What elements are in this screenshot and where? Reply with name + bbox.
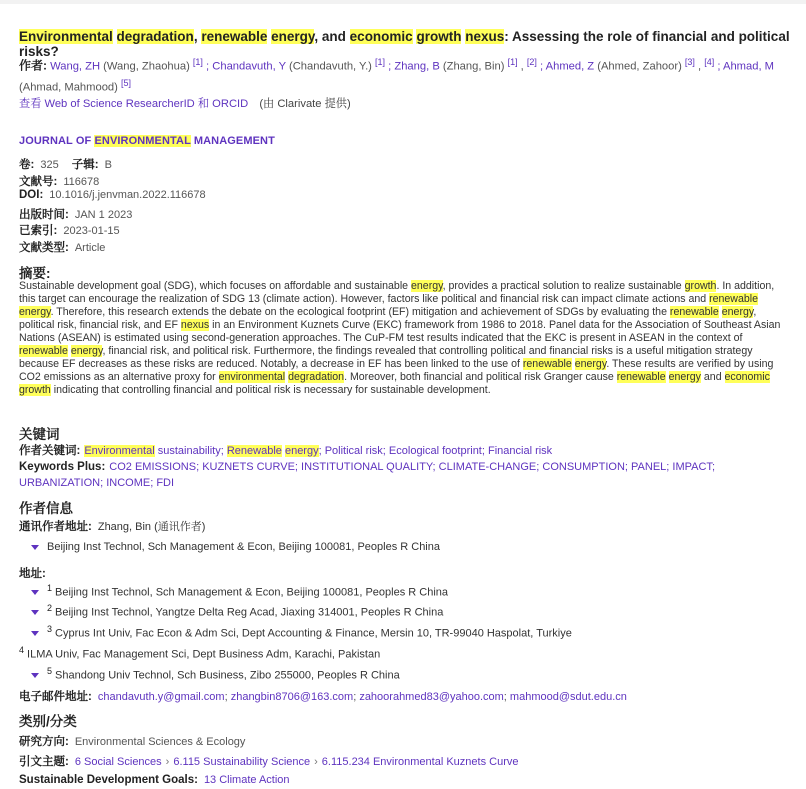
title-highlight: energy: [271, 29, 315, 44]
keyword-part: Environmental: [84, 445, 155, 457]
keyword-separator: ;: [100, 477, 107, 489]
keyword-separator: ;: [382, 445, 389, 457]
researcher-row: [19, 95, 789, 111]
address-heading: [19, 565, 789, 581]
research-area-row: [19, 733, 789, 749]
address-label: 地址:: [19, 568, 46, 580]
abstract-text: , financial risk, and political risk. Furthermore, the findings revealed that controlling political and financial risks is a useful mitigation strategy because EF decreases as these risks are reduced. Notably, a decrease in EF has been linked to the use of: [19, 345, 753, 370]
keyword-plus-link[interactable]: IMPACT: [672, 461, 712, 473]
authors-label: 作者:: [19, 58, 47, 73]
keyword-plus-link[interactable]: INSTITUTIONAL QUALITY: [301, 461, 433, 473]
title-highlight: economic: [349, 29, 413, 44]
title-text: : Assessing the role of financial and political risks?: [19, 29, 790, 59]
address-text: ILMA Univ, Fac Management Sci, Dept Business Adm, Karachi, Pakistan: [27, 648, 381, 661]
keyword-separator: ;: [624, 461, 632, 473]
address-text: Cyprus Int Univ, Fac Econ & Adm Sci, Dept Accounting & Finance, Mersin 10, TR-99040 Haspolat, Turkiye: [55, 627, 572, 640]
abstract-highlight: renewable: [19, 345, 68, 357]
expand-caret-icon[interactable]: [31, 545, 39, 550]
indexed-row: [19, 222, 789, 238]
address-text: Shandong Univ Technol, Sch Business, Zibo 255000, Peoples R China: [55, 669, 400, 682]
abstract-text: [19, 280, 789, 397]
corresponding-role: (通讯作者): [154, 521, 206, 533]
expand-caret-icon[interactable]: [31, 673, 39, 678]
keyword-plus-link[interactable]: FDI: [156, 477, 175, 489]
subvolume-value: B: [104, 159, 112, 171]
abstract-highlight: economic: [724, 371, 770, 383]
keyword-separator: ;: [536, 461, 543, 473]
doc-type-row: [19, 239, 789, 255]
email-label: 电子邮件地址:: [19, 691, 92, 703]
email-link[interactable]: zahoorahmed83@yahoo.com: [359, 691, 504, 703]
keyword-plus-link[interactable]: KUZNETS CURVE: [202, 461, 295, 473]
address-text: Beijing Inst Technol, Sch Management & Econ, Beijing 100081, Peoples R China: [55, 586, 449, 599]
abstract-highlight: growth: [19, 384, 51, 396]
title-text: , and: [314, 29, 350, 44]
keyword-part: Financial risk: [488, 445, 553, 457]
corresponding-row: [19, 518, 789, 534]
keyword-separator: ;: [150, 477, 157, 489]
abstract-text: and: [700, 371, 725, 383]
author-separator: ;: [536, 60, 546, 73]
author-keywords-label: 作者关键词:: [19, 445, 81, 457]
title-highlight: nexus: [465, 29, 505, 44]
journal-highlight: ENVIRONMENTAL: [94, 135, 191, 147]
keywords-plus-label: Keywords Plus:: [19, 461, 106, 473]
keyword-plus-link[interactable]: CLIMATE-CHANGE: [438, 461, 537, 473]
abstract-text: in an Environment Kuznets Curve (EKC) framework from 1986 to 2018. Panel data for the Association of Southeast Asian Nations (ASEAN) is estimated using second-generation approaches. The CuP-FM test results indicated that the EKC is present in ASEAN in the context of: [19, 319, 781, 344]
expand-caret-icon[interactable]: [31, 590, 39, 595]
abstract-highlight: nexus: [180, 319, 210, 331]
author-fullname: (Chandavuth, Y.): [285, 60, 376, 73]
email-separator: ;: [503, 691, 510, 703]
author-keyword-link[interactable]: [488, 445, 552, 457]
ref-separator: ,: [694, 60, 705, 73]
author-keyword-link[interactable]: [84, 445, 220, 457]
address-item[interactable]: [31, 666, 801, 682]
doc-type-value: Article: [74, 242, 106, 254]
doi-label: DOI:: [19, 189, 44, 201]
title-text: ,: [193, 29, 202, 44]
abstract-text: , provides a practical solution to realize sustainable: [442, 280, 685, 292]
abstract-highlight: renewable: [709, 293, 758, 305]
researcher-source: (由 Clarivate 提供): [259, 98, 351, 110]
author-fullname: (Ahmed, Zahoor): [594, 60, 685, 73]
sdg-label: Sustainable Development Goals:: [19, 774, 198, 786]
keyword-plus-link[interactable]: INCOME: [106, 477, 151, 489]
author-link[interactable]: Zhang, B: [394, 60, 440, 73]
keyword-plus-link[interactable]: CONSUMPTION: [542, 461, 625, 473]
keyword-plus-link[interactable]: URBANIZATION: [19, 477, 101, 489]
affiliation-ref-link[interactable]: [1]: [375, 57, 386, 67]
affiliation-ref-link[interactable]: [1]: [192, 57, 203, 67]
abstract-text: . Therefore, this research extends the debate on the ecological footprint (EF) mitigation and achievement of SDGs by evaluating the: [50, 306, 670, 318]
title-highlight: Environmental: [19, 29, 113, 44]
subvolume-label: 子辑:: [71, 159, 99, 171]
abstract-highlight: renewable: [616, 371, 666, 383]
email-link[interactable]: mahmood@sdut.edu.cn: [509, 691, 627, 703]
email-row: [19, 688, 789, 704]
citation-topics-row: [19, 753, 789, 769]
author-info-heading: 作者信息: [19, 501, 73, 516]
researcher-orcid-link[interactable]: 查看 Web of Science ResearcherID 和 ORCID: [19, 98, 249, 110]
title-highlight: growth: [416, 29, 462, 44]
indexed-value: 2023-01-15: [63, 225, 120, 237]
keyword-part: energy: [284, 445, 319, 457]
journal-text: JOURNAL OF: [19, 135, 95, 147]
article-number-row: [19, 173, 789, 189]
keyword-separator: ;: [711, 461, 715, 473]
address-item[interactable]: [19, 645, 789, 661]
keyword-separator: ;: [318, 445, 325, 457]
author-separator: ;: [385, 60, 395, 73]
keyword-separator: ;: [666, 461, 673, 473]
sdg-link[interactable]: 13 Climate Action: [203, 774, 290, 786]
author-link[interactable]: Ahmed, Z: [545, 60, 595, 73]
author-fullname: (Zhang, Bin): [439, 60, 508, 73]
title-highlight: renewable: [201, 29, 268, 44]
title-highlight: degradation: [116, 29, 194, 44]
chevron-right-icon: ›: [314, 756, 318, 768]
address-number: 4: [19, 645, 25, 655]
keyword-separator: ;: [432, 461, 439, 473]
address-number: 1: [47, 583, 53, 593]
abstract-text: , political risk, financial risk, and EF: [19, 306, 757, 331]
corresponding-address-text: Beijing Inst Technol, Sch Management & Econ, Beijing 100081, Peoples R China: [47, 541, 440, 553]
sdg-row: [19, 774, 789, 786]
volume-label: 卷:: [19, 159, 35, 171]
abstract-highlight: environmental: [218, 371, 286, 383]
corresponding-label: 通讯作者地址:: [19, 521, 92, 533]
citation-topic-link[interactable]: 6 Social Sciences: [74, 756, 162, 768]
volume-value: 325: [40, 159, 59, 171]
abstract-text: . In addition, this target can encourage the realization of SDG 13 (climate action). However, factors like political and financial risk can impact climate actions and: [19, 280, 775, 305]
corresponding-name: Zhang, Bin: [97, 521, 152, 533]
affiliation-ref-link[interactable]: [2]: [526, 57, 537, 67]
author-separator: ;: [714, 60, 723, 73]
indexed-label: 已索引:: [19, 225, 58, 237]
abstract-highlight: degradation: [288, 371, 345, 383]
abstract-highlight: energy: [574, 358, 607, 370]
abstract-highlight: energy: [411, 280, 443, 292]
email-separator: ;: [353, 691, 360, 703]
authors-line: [19, 54, 794, 95]
keyword-separator: ;: [481, 445, 488, 457]
address-number: 3: [47, 624, 53, 634]
keyword-separator: ;: [220, 445, 227, 457]
abstract-highlight: energy: [721, 306, 754, 318]
keyword-separator: ;: [196, 461, 203, 473]
email-link[interactable]: zhangbin8706@163.com: [230, 691, 354, 703]
author-fullname: (Wang, Zhaohua): [100, 60, 193, 73]
abstract-text: Sustainable development goal (SDG), which focuses on affordable and sustainable: [19, 280, 412, 292]
chevron-right-icon: ›: [165, 756, 170, 768]
corresponding-address[interactable]: [31, 541, 801, 553]
keyword-part: Renewable: [226, 445, 282, 457]
keyword-part: sustainability: [154, 445, 221, 457]
published-value: JAN 1 2023: [74, 209, 133, 221]
abstract-heading: 摘要:: [19, 266, 51, 281]
research-area-value: Environmental Sciences & Ecology: [74, 736, 246, 748]
keywords-heading: 关键词: [19, 427, 60, 442]
affiliation-ref-link[interactable]: [5]: [120, 77, 131, 88]
top-divider: [0, 0, 806, 4]
author-link[interactable]: Chandavuth, Y: [212, 60, 286, 73]
author-keyword-link[interactable]: [325, 445, 383, 457]
address-item[interactable]: [31, 624, 801, 640]
article-number-label: 文献号:: [19, 176, 58, 188]
abstract-text: indicating that controlling financial and political risk is necessary for sustainable development.: [50, 384, 491, 396]
author-keywords-row: [19, 443, 789, 459]
address-item[interactable]: [31, 583, 801, 599]
volume-row: [19, 156, 789, 172]
abstract-highlight: renewable: [669, 306, 719, 318]
keyword-separator: ;: [294, 461, 302, 473]
email-link[interactable]: chandavuth.y@gmail.com: [97, 691, 225, 703]
abstract-highlight: energy: [668, 371, 701, 383]
address-number: 5: [47, 666, 53, 676]
doc-type-label: 文献类型:: [19, 242, 69, 254]
author-keyword-link[interactable]: [389, 445, 482, 457]
abstract-highlight: energy: [19, 306, 51, 318]
abstract-highlight: growth: [684, 280, 717, 292]
doi-value: 10.1016/j.jenvman.2022.116678: [49, 189, 206, 201]
abstract-highlight: renewable: [522, 358, 572, 370]
keyword-plus-link[interactable]: CO2 EMISSIONS: [109, 461, 197, 473]
author-separator: ;: [202, 60, 213, 73]
keyword-part: Ecological footprint: [388, 445, 482, 457]
email-separator: ;: [224, 691, 231, 703]
published-row: [19, 206, 789, 222]
citation-topic-link[interactable]: 6.115.234 Environmental Kuznets Curve: [321, 756, 519, 768]
citation-topics-label: 引文主题:: [19, 756, 69, 768]
author-fullname: (Ahmad, Mahmood): [19, 81, 121, 94]
categories-heading: 类别/分类: [19, 714, 77, 729]
journal-title-link[interactable]: [19, 135, 789, 147]
abstract-text: . These results are verified by using CO2 emissions as an alternative proxy for: [19, 358, 774, 383]
article-number-value: 116678: [63, 176, 100, 188]
expand-caret-icon[interactable]: [31, 610, 39, 615]
address-text: Beijing Inst Technol, Yangtze Delta Reg Acad, Jiaxing 314001, Peoples R China: [55, 606, 444, 619]
address-number: 2: [47, 603, 53, 613]
expand-caret-icon[interactable]: [31, 631, 39, 636]
affiliation-ref-link[interactable]: [4]: [704, 57, 715, 67]
published-label: 出版时间:: [19, 209, 69, 221]
abstract-text: . Moreover, both financial and political risk Granger cause: [344, 371, 617, 383]
address-item[interactable]: [31, 603, 801, 619]
keyword-plus-link[interactable]: PANEL: [631, 461, 667, 473]
keyword-part: Political risk: [324, 445, 383, 457]
author-link[interactable]: Wang, ZH: [50, 60, 101, 73]
keywords-plus-row: [19, 459, 789, 491]
author-link[interactable]: Ahmad, M: [723, 60, 774, 73]
affiliation-ref-link[interactable]: [1]: [507, 57, 518, 67]
citation-topic-link[interactable]: 6.115 Sustainability Science: [173, 756, 311, 768]
doi-row: [19, 189, 789, 201]
author-keyword-link[interactable]: [227, 445, 319, 457]
title-text: [113, 29, 117, 44]
journal-text: MANAGEMENT: [190, 135, 275, 147]
abstract-highlight: energy: [70, 345, 103, 357]
affiliation-ref-link[interactable]: [3]: [684, 57, 695, 67]
ref-separator: ,: [517, 60, 527, 73]
research-area-label: 研究方向:: [19, 736, 69, 748]
